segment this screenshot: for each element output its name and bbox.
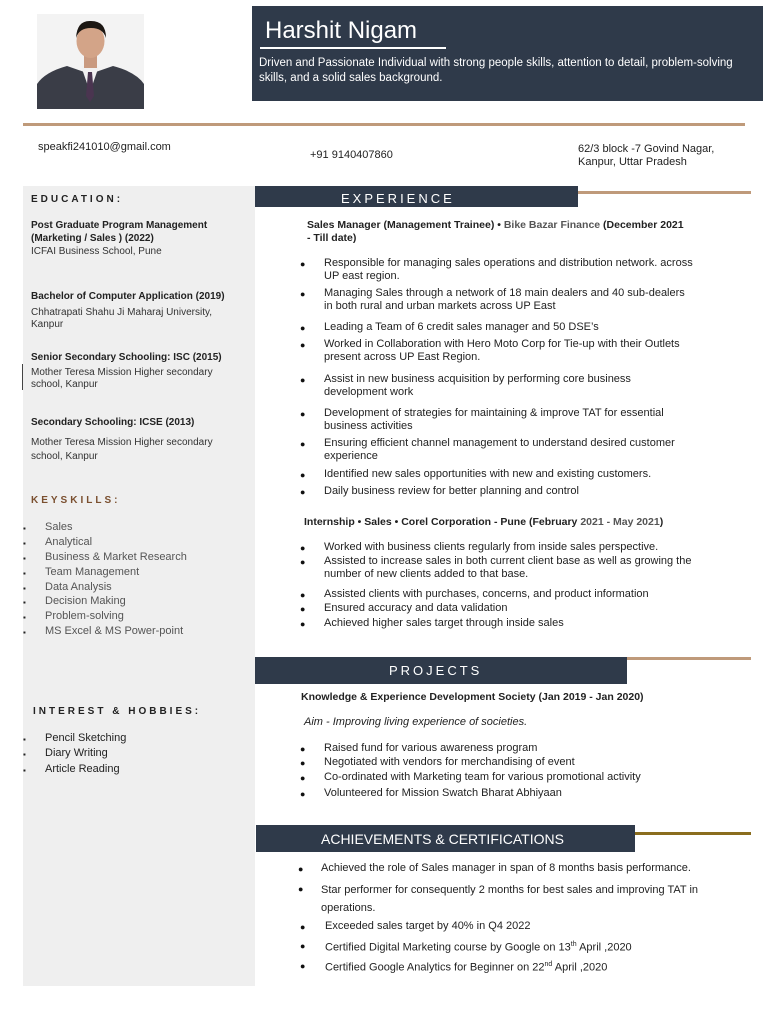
- skill-item: Data Analysis: [45, 581, 112, 593]
- education-school: Mother Teresa Mission Higher secondary school, Kanpur: [31, 367, 213, 390]
- bullet-icon: ●: [300, 409, 306, 419]
- achievement-text: Certified Google Analytics for Beginner on 22: [325, 961, 545, 974]
- experience-bullet: Identified new sales opportunities with new and existing customers.: [324, 468, 652, 480]
- bullet-icon: ●: [300, 340, 306, 350]
- skill-item: Business & Market Research: [45, 551, 187, 563]
- achievement-date: April ,2020: [576, 941, 632, 954]
- bullet-icon: ●: [300, 922, 306, 932]
- project-bullet: Volunteered for Mission Swatch Bharat Abhiyaan: [324, 787, 562, 799]
- job-title: [304, 516, 724, 529]
- job-title: [307, 219, 687, 245]
- email-address[interactable]: speakfi241010@gmail.com: [38, 141, 171, 153]
- ordinal-suffix: nd: [544, 961, 553, 968]
- skill-item: Team Management: [45, 566, 140, 578]
- skill-item: Analytical: [45, 536, 93, 548]
- bullet-icon: ●: [300, 941, 306, 951]
- top-divider: [23, 123, 745, 126]
- job-dates-close: ): [659, 516, 664, 528]
- job-company: Bike Bazar Finance: [503, 219, 601, 231]
- skill-item: Decision Making: [45, 595, 126, 607]
- experience-bullet: Ensuring efficient channel management to understand desired customer experience: [324, 437, 675, 462]
- profile-summary: Driven and Passionate Individual with strong people skills, attention to detail, problem-solving skills, and a solid sales background.: [259, 57, 733, 84]
- hobby-item: Diary Writing: [45, 747, 108, 759]
- bullet-icon: ▪: [23, 750, 26, 759]
- bullet-icon: ▪: [23, 628, 26, 637]
- bullet-icon: ●: [300, 470, 306, 480]
- education-title: Post Graduate Program Management (Marketing / Sales ) (2022): [31, 220, 208, 244]
- section-rule: [627, 657, 751, 660]
- phone-number: +91 9140407860: [310, 149, 393, 161]
- postal-address: [578, 143, 748, 169]
- bullet-icon: ●: [300, 744, 306, 754]
- achievement-text: Certified Digital Marketing course by Google on 13: [325, 941, 571, 954]
- profile-photo: [37, 14, 144, 109]
- margin-mark: [22, 364, 23, 390]
- bullet-icon: ▪: [23, 735, 26, 744]
- job-role: Sales Manager (Management Trainee) •: [307, 219, 504, 231]
- bullet-icon: ●: [300, 604, 306, 614]
- job-dates: 2021 - May 2021: [580, 516, 660, 528]
- bullet-icon: ▪: [23, 554, 26, 563]
- bullet-icon: ●: [300, 375, 306, 385]
- skill-item: MS Excel & MS Power-point: [45, 625, 184, 637]
- achievements-heading: ACHIEVEMENTS & CERTIFICATIONS: [321, 831, 564, 847]
- education-title: Senior Secondary Schooling: ISC (2015): [31, 352, 222, 363]
- education-school: Chhatrapati Shahu Ji Maharaj University, Kanpur: [31, 307, 213, 330]
- achievement-item: Achieved the role of Sales manager in span of 8 months basis performance.: [321, 862, 691, 874]
- education-title: Bachelor of Computer Application (2019): [31, 291, 225, 302]
- keyskills-heading: KEYSKILLS:: [31, 495, 121, 506]
- experience-bullet: Managing Sales through a network of 18 main dealers and 40 sub-dealers in both rural and urban markets across UP East: [324, 287, 685, 312]
- experience-bullet: Assisted to increase sales in both current client base as well as growing the number of new clients added to that base.: [324, 555, 692, 580]
- experience-bullet: Responsible for managing sales operations and distribution network. across UP east region.: [324, 257, 693, 282]
- achievement-item: [325, 958, 725, 975]
- experience-bullet: Development of strategies for maintaining & improve TAT for essential business activities: [324, 407, 664, 432]
- bullet-icon: ●: [300, 557, 306, 567]
- bullet-icon: ●: [300, 289, 306, 299]
- education-school: ICFAI Business School, Pune: [31, 246, 162, 257]
- bullet-icon: ▪: [23, 569, 26, 578]
- education-heading: EDUCATION:: [31, 194, 124, 205]
- education-school: Mother Teresa Mission Higher secondary school, Kanpur: [31, 437, 213, 462]
- bullet-icon: ▪: [23, 539, 26, 548]
- bullet-icon: ●: [300, 323, 306, 333]
- section-rule: [578, 191, 751, 194]
- bullet-icon: ▪: [23, 584, 26, 593]
- section-rule: [635, 832, 751, 835]
- bullet-icon: ●: [298, 884, 304, 894]
- project-title: Knowledge & Experience Development Society (Jan 2019 - Jan 2020): [301, 691, 644, 703]
- skill-item: Problem-solving: [45, 610, 124, 622]
- bullet-icon: ●: [300, 789, 306, 799]
- experience-heading: EXPERIENCE: [341, 191, 455, 206]
- project-aim: Aim - Improving living experience of societies.: [304, 716, 528, 728]
- bullet-icon: ▪: [23, 613, 26, 622]
- project-bullet: Raised fund for various awareness program: [324, 742, 538, 754]
- job-role: Internship • Sales • Corel Corporation - Pune (February: [304, 516, 581, 528]
- project-bullet: Negotiated with vendors for merchandising of event: [324, 756, 575, 768]
- bullet-icon: ▪: [23, 766, 26, 775]
- address-line-2: Kanpur, Uttar Pradesh: [578, 156, 687, 168]
- bullet-icon: ●: [300, 758, 306, 768]
- experience-bullet: Leading a Team of 6 credit sales manager and 50 DSE’s: [324, 321, 599, 333]
- achievement-item: Star performer for consequently 2 months for best sales and improving TAT in operations.: [321, 884, 699, 914]
- education-title: Secondary Schooling: ICSE (2013): [31, 417, 195, 428]
- person-portrait-icon: [37, 14, 144, 109]
- achievement-date: April ,2020: [552, 961, 608, 974]
- hobbies-heading: INTEREST & HOBBIES:: [33, 706, 202, 717]
- achievement-item: [325, 938, 725, 955]
- experience-bullet: Achieved higher sales target through inside sales: [324, 617, 564, 629]
- bullet-icon: ●: [298, 864, 304, 874]
- bullet-icon: ●: [300, 590, 306, 600]
- bullet-icon: ●: [300, 961, 306, 971]
- skill-item: Sales: [45, 521, 73, 533]
- bullet-icon: ▪: [23, 524, 26, 533]
- experience-bullet: Ensured accuracy and data validation: [324, 602, 508, 614]
- experience-bullet: Worked in Collaboration with Hero Moto Corp for Tie-up with their Outlets present across UP East Region.: [324, 338, 680, 363]
- bullet-icon: ▪: [23, 598, 26, 607]
- bullet-icon: ●: [300, 487, 306, 497]
- ordinal-suffix: th: [570, 941, 577, 948]
- experience-bullet: Assisted clients with purchases, concerns, and product information: [324, 588, 649, 600]
- experience-bullet: Daily business review for better planning and control: [324, 485, 579, 497]
- experience-bullet: Assist in new business acquisition by performing core business development work: [324, 373, 631, 398]
- projects-heading: PROJECTS: [389, 663, 483, 678]
- project-bullet: Co-ordinated with Marketing team for various promotional activity: [324, 771, 641, 783]
- address-line-1: 62/3 block -7 Govind Nagar,: [578, 143, 715, 155]
- hobby-item: Pencil Sketching: [45, 732, 127, 744]
- name-underline: [260, 47, 446, 49]
- bullet-icon: ●: [300, 773, 306, 783]
- bullet-icon: ●: [300, 619, 306, 629]
- bullet-icon: ●: [300, 439, 306, 449]
- experience-bullet: Worked with business clients regularly from inside sales perspective.: [324, 541, 659, 553]
- hobby-item: Article Reading: [45, 763, 120, 775]
- job-dates: (December 2021 - Till date): [307, 219, 684, 244]
- candidate-name: Harshit Nigam: [265, 17, 418, 44]
- achievement-item: Exceeded sales target by 40% in Q4 2022: [325, 920, 531, 932]
- bullet-icon: ●: [300, 259, 306, 269]
- bullet-icon: ●: [300, 543, 306, 553]
